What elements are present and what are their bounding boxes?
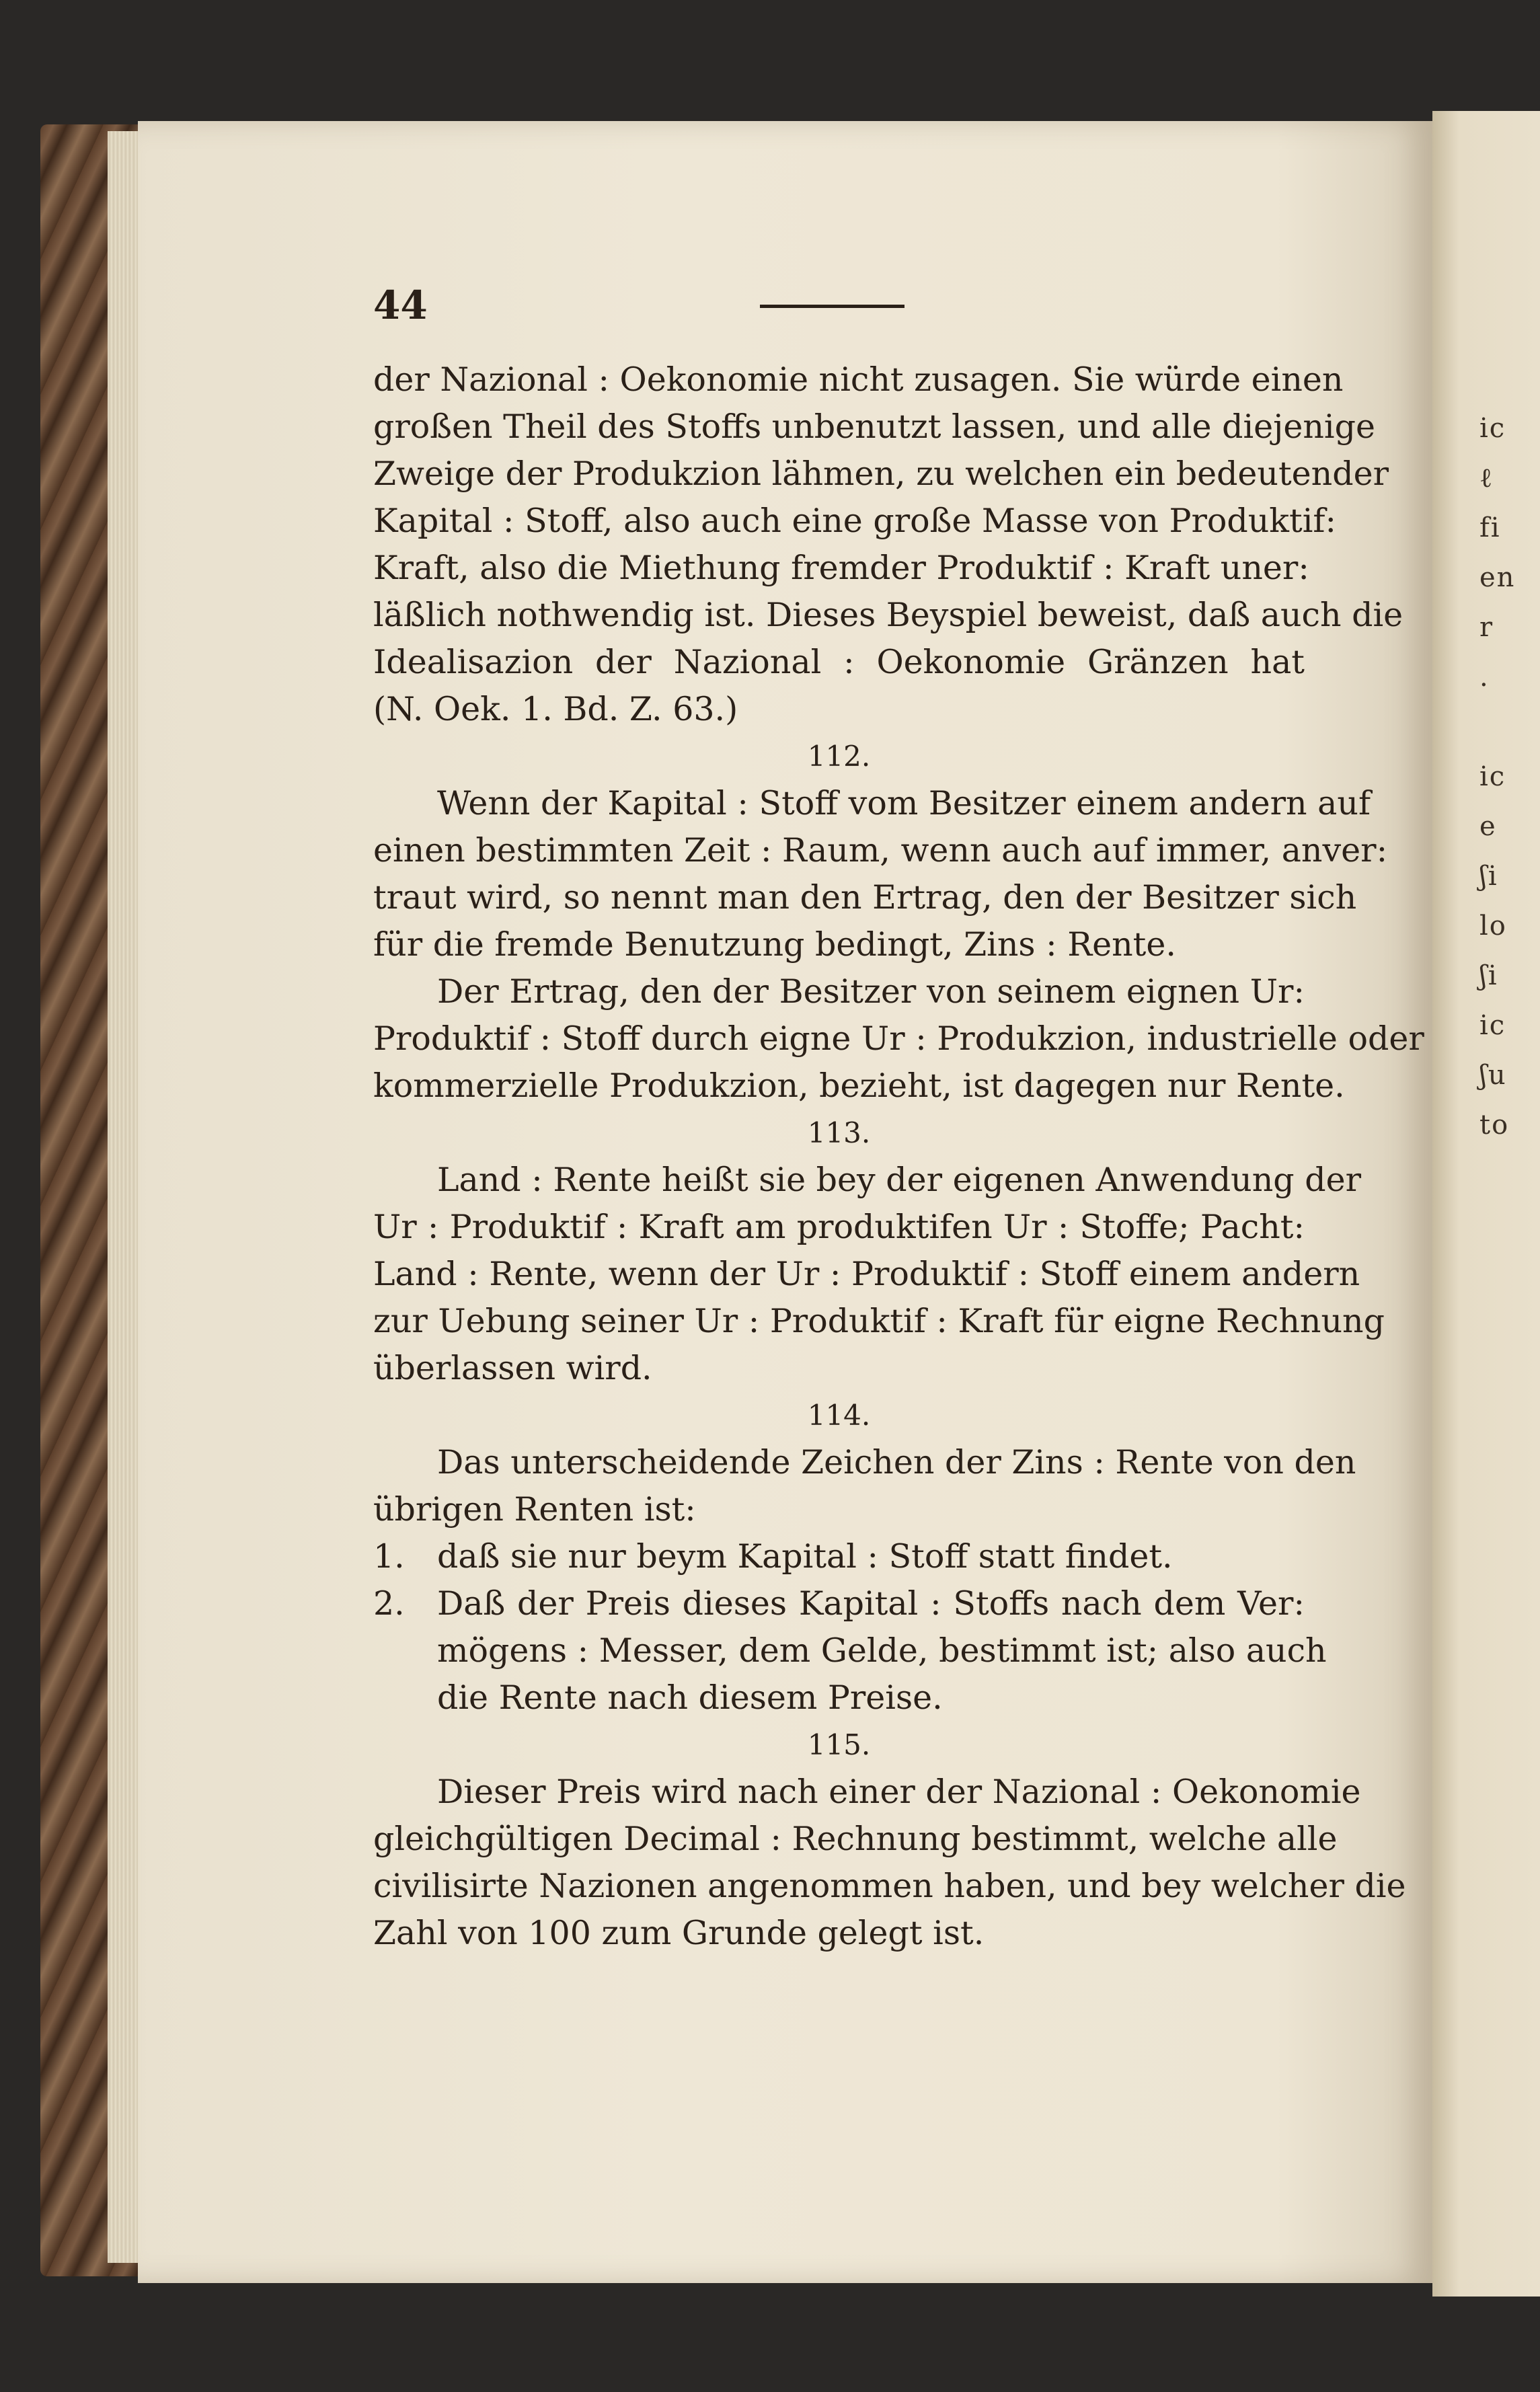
section-number: 113. xyxy=(807,1116,871,1149)
page-header xyxy=(373,282,1315,336)
list-text: Daß der Preis dieses Kapital : Stoffs nach dem Ver: xyxy=(437,1584,1305,1623)
list-text: die Rente nach diesem Preise. xyxy=(437,1679,943,1717)
text-line: übrigen Renten ist: xyxy=(373,1490,696,1529)
text-line: Land : Rente, wenn der Ur : Produktif : Stoff einem andern xyxy=(373,1255,1360,1293)
text-line: Produktif : Stoff durch eigne Ur : Produkzion, industrielle oder xyxy=(373,1019,1424,1058)
section-number: 112. xyxy=(807,740,871,773)
page-number: 44 xyxy=(373,282,428,328)
text-line: Ur : Produktif : Kraft am produktifen Ur : Stoffe; Pacht: xyxy=(373,1208,1305,1246)
text-line: traut wird, so nennt man den Ertrag, den der Besitzer sich xyxy=(373,878,1357,917)
list-item xyxy=(373,1580,1305,1627)
header-rule xyxy=(760,305,904,308)
list-number: 2. xyxy=(373,1584,405,1623)
list-number: 1. xyxy=(373,1537,405,1576)
list-text: mögens : Messer, dem Gelde, bestimmt ist; also auch xyxy=(437,1631,1327,1670)
text-line: für die fremde Benutzung bedingt, Zins : Rente. xyxy=(373,925,1176,964)
text-line: Der Ertrag, den der Besitzer von seinem eignen Ur: xyxy=(437,972,1305,1011)
text-line: Dieser Preis wird nach einer der Nazional : Oekonomie xyxy=(437,1773,1361,1811)
text-line: Wenn der Kapital : Stoff vom Besitzer einem andern auf xyxy=(437,784,1371,822)
text-line: kommerzielle Produkzion, bezieht, ist dagegen nur Rente. xyxy=(373,1067,1345,1105)
text-line: Zahl von 100 zum Grunde gelegt ist. xyxy=(373,1914,985,1952)
facing-page-text-fragments: ic ℓ fi en r . ic e ʃi lo ʃi ic ʃu to xyxy=(1479,413,1516,1141)
text-line: einen bestimmten Zeit : Raum, wenn auch auf immer, anver: xyxy=(373,831,1388,870)
text-line: gleichgültigen Decimal : Rechnung bestimmt, welche alle xyxy=(373,1820,1338,1858)
text-line: Land : Rente heißt sie bey der eigenen Anwendung der xyxy=(437,1161,1362,1199)
text-line: civilisirte Nazionen angenommen haben, und bey welcher die xyxy=(373,1867,1406,1905)
section-number: 114. xyxy=(807,1399,871,1432)
list-text: daß sie nur beym Kapital : Stoff statt findet. xyxy=(437,1537,1173,1576)
text-line: läßlich nothwendig ist. Dieses Beyspiel beweist, daß auch die xyxy=(373,596,1403,634)
text-line: überlassen wird. xyxy=(373,1349,652,1387)
list-item xyxy=(373,1533,1305,1580)
text-line: Zweige der Produkzion lähmen, zu welchen ein bedeutender xyxy=(373,455,1389,493)
section-number: 115. xyxy=(807,1728,871,1761)
page-body xyxy=(373,356,1424,1957)
text-line: Kapital : Stoff, also auch eine große Masse von Produktif: xyxy=(373,502,1337,540)
text-line: Das unterscheidende Zeichen der Zins : Rente von den xyxy=(437,1443,1356,1481)
text-line: der Nazional : Oekonomie nicht zusagen. Sie würde einen xyxy=(373,360,1344,399)
text-line: zur Uebung seiner Ur : Produktif : Kraft für eigne Rechnung xyxy=(373,1302,1385,1340)
text-line: Idealisazion der Nazional : Oekonomie Gränzen hat xyxy=(373,643,1305,681)
text-line: großen Theil des Stoffs unbenutzt lassen, und alle diejenige xyxy=(373,408,1375,446)
text-line: Kraft, also die Miethung fremder Produktif : Kraft uner: xyxy=(373,549,1309,587)
text-line: (N. Oek. 1. Bd. Z. 63.) xyxy=(373,690,738,728)
